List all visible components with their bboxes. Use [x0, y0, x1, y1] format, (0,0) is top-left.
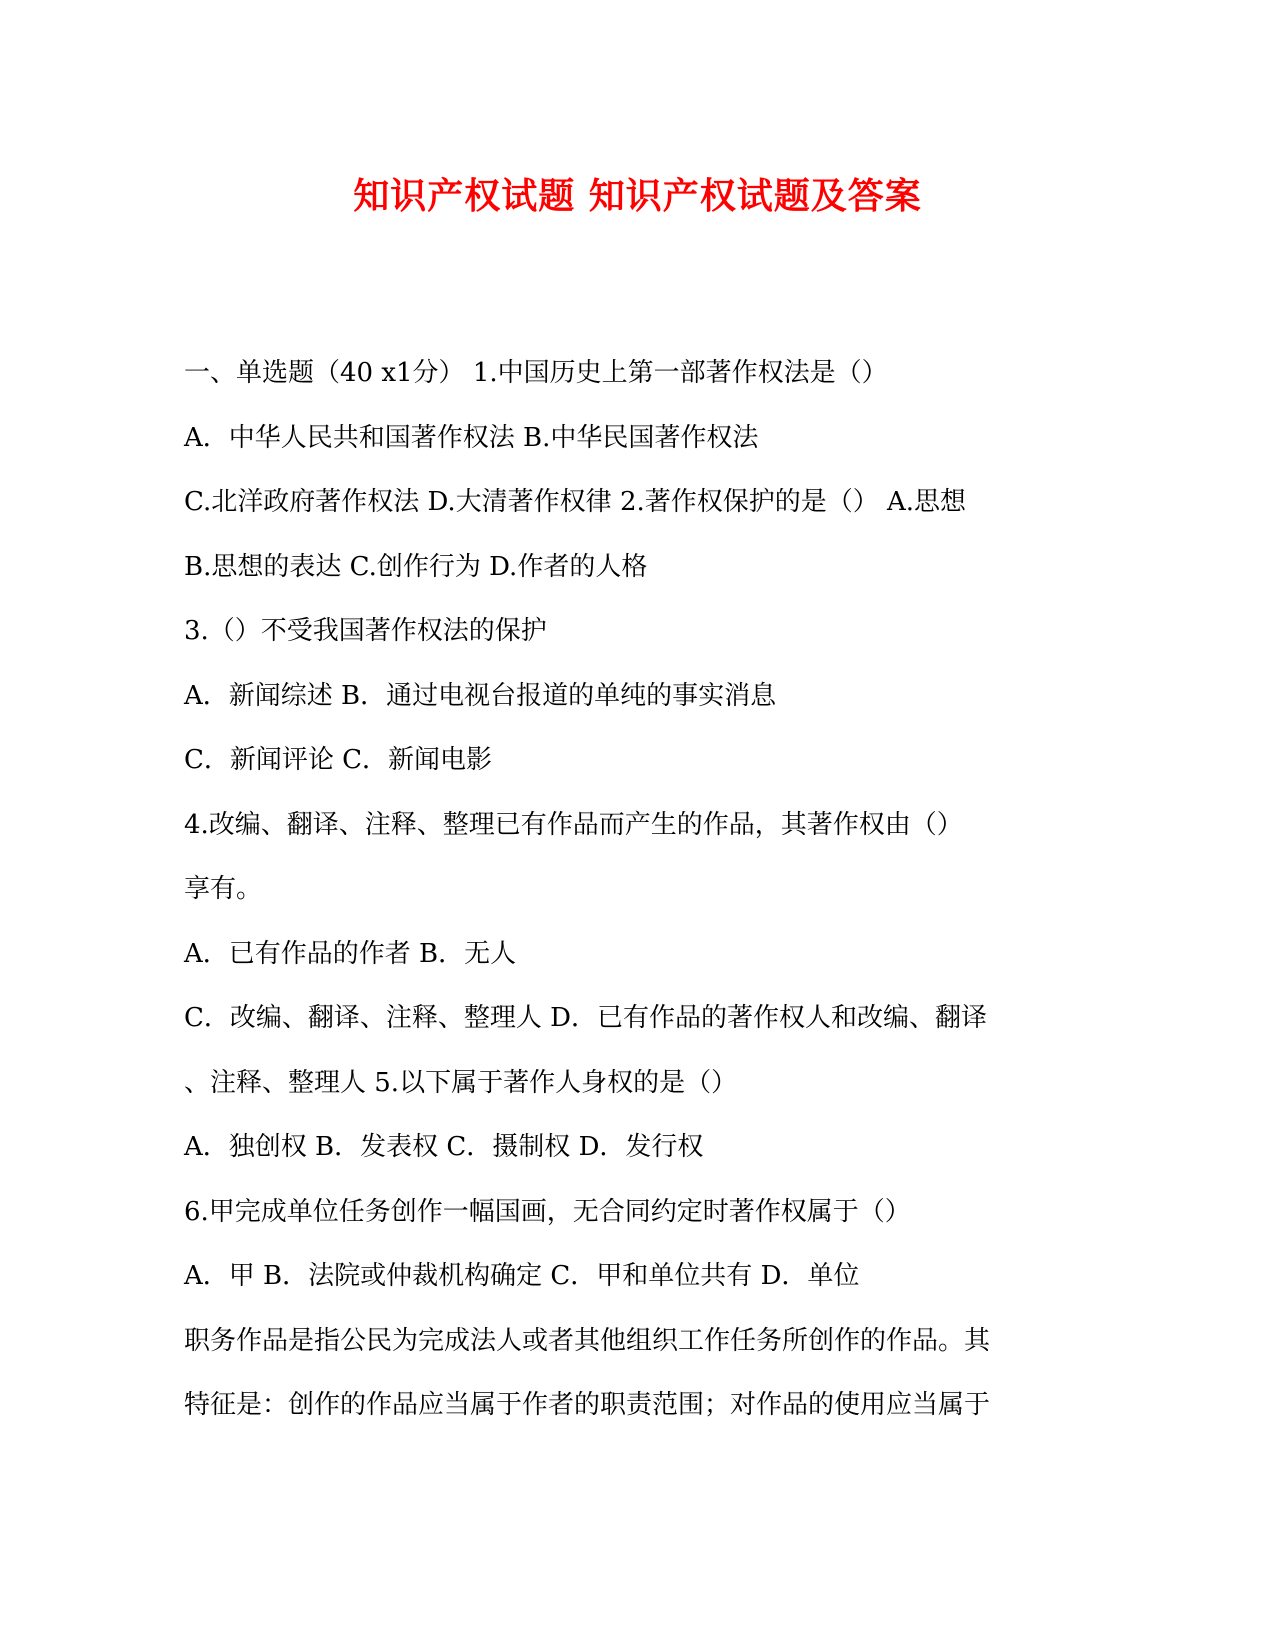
document-title: 知识产权试题 知识产权试题及答案: [353, 175, 922, 217]
document-body: [184, 349, 1084, 1446]
text-line: B.思想的表达 C.创作行为 D.作者的人格: [184, 551, 648, 582]
text-line: 4.改编、翻译、注释、整理已有作品而产生的作品，其著作权由（）: [184, 809, 963, 840]
text-line: C.北洋政府著作权法 D.大清著作权律 2.著作权保护的是（） A.思想: [184, 487, 967, 517]
text-line: 特征是：创作的作品应当属于作者的职责范围；对作品的使用应当属于: [184, 1390, 991, 1420]
text-line: 3.（）不受我国著作权法的保护: [184, 616, 547, 646]
text-line: 享有。: [184, 874, 263, 904]
text-line: A．甲 B．法院或仲裁机构确定 C．甲和单位共有 D．单位: [184, 1261, 860, 1291]
text-line: 、注释、整理人 5.以下属于著作人身权的是（）: [184, 1067, 738, 1098]
text-line: 一、单选题（40 x1分） 1.中国历史上第一部著作权法是（）: [184, 358, 888, 388]
text-line: C．改编、翻译、注释、整理人 D．已有作品的著作权人和改编、翻译: [184, 1003, 988, 1033]
text-line: A．独创权 B．发表权 C．摄制权 D．发行权: [184, 1132, 704, 1162]
text-line: A．新闻综述 B．通过电视台报道的单纯的事实消息: [184, 680, 777, 711]
text-line: A．已有作品的作者 B．无人: [184, 938, 517, 969]
text-line: A．中华人民共和国著作权法 B.中华民国著作权法: [184, 422, 759, 453]
text-line: 6.甲完成单位任务创作一幅国画，无合同约定时著作权属于（）: [184, 1196, 911, 1227]
text-line: 职务作品是指公民为完成法人或者其他组织工作任务所创作的作品。其: [184, 1325, 991, 1356]
text-line: C．新闻评论 C．新闻电影: [184, 745, 493, 775]
